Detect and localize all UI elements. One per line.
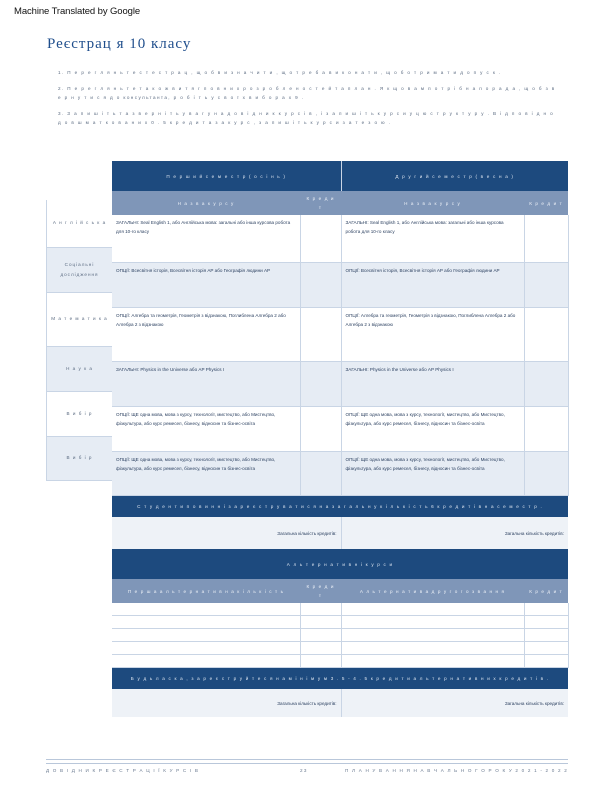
course-cell[interactable]: ЗАГАЛЬНІ: Seal English 1, або Англійська мова: загальні або інша курсова робота для 10-го класу	[341, 215, 524, 262]
column-header-alt-first: П е р ш а а л ь т е р н а т и в н а к і л ь к і с т ь	[112, 579, 300, 603]
credit-cell[interactable]	[300, 655, 341, 668]
page-title: Реєстрац я 10 класу	[47, 36, 192, 52]
course-cell[interactable]	[112, 629, 300, 642]
column-header-credit: К р е д и т	[300, 191, 341, 215]
subject-label: Соціальні дослідження	[47, 247, 113, 292]
total-credits-fall: Загальна кількість кредитів:	[112, 517, 341, 551]
subject-label: В и б і р	[47, 436, 113, 480]
total-credits-alt-first: Загальна кількість кредитів:	[112, 689, 341, 717]
table-row	[112, 307, 568, 361]
subject-label-column	[46, 200, 112, 481]
instruction-item: 2. П е р е г л я н ь т е т а к о ж в и т я г п о в н и х р о з р о б л е н о с т е й т а п л а н . Я к щ о в а м п о т р і б н а п о р а д а , щ о б з в е р н у т и с я д о консультанта, р о б і т ь у с в о ї х в и б о р а х 9 .	[58, 86, 556, 100]
table-row	[112, 655, 568, 668]
subject-label: М а т е м а т и к а	[47, 292, 113, 346]
credit-cell[interactable]	[300, 629, 341, 642]
course-cell[interactable]: ЗАГАЛЬНІ: Physics in the Universe або AP Physics I	[341, 361, 524, 406]
alternative-courses-table	[112, 549, 569, 717]
credit-cell[interactable]	[524, 616, 568, 629]
course-cell[interactable]: ОПЦІЇ: Всесвітня історія, Всесвітня історія AP або Географія людини AP	[112, 262, 300, 307]
alternative-credit-note: Б у д ь л а с к а , з а р е є с т р у й т е с я н а м і н і м у м 3 . 5 - 4 . 5 к р е д и т и а л ь т е р н а т и в н и х к р е д и т і в .	[112, 668, 568, 690]
credit-cell[interactable]	[300, 616, 341, 629]
course-cell[interactable]: ОПЦІЇ: Всесвітня історія, Всесвітня історія AP або Географія людини AP	[341, 262, 524, 307]
credit-cell[interactable]	[300, 361, 341, 406]
semester-header-fall: П е р ш и й с е м е с т р ( о с і н ь )	[112, 161, 341, 191]
semester-header-spring: Д р у г и й с е м е с т р ( в е с н а )	[341, 161, 568, 191]
registration-grid	[112, 161, 569, 551]
total-credits-spring: Загальна кількість кредитів:	[341, 517, 568, 551]
credit-cell[interactable]	[524, 629, 568, 642]
column-header-course: Н а з в а к у р с у	[112, 191, 300, 215]
course-cell[interactable]: ОПЦІЇ: ЩЕ одна мова, мова з курсу, технології, мистецтво, або Мистецтво, фізкультура, або курс ремесел, бізнесу, відносин та бізнес-освіта	[112, 406, 300, 451]
credit-cell[interactable]	[300, 307, 341, 361]
column-header-credit: К р е д и т	[524, 579, 568, 603]
footer-divider	[46, 759, 568, 764]
course-cell[interactable]	[112, 603, 300, 616]
course-cell[interactable]	[112, 642, 300, 655]
machine-translation-banner: Machine Translated by Google	[14, 6, 141, 17]
page-number: 2 3	[300, 768, 307, 773]
course-cell[interactable]: ОПЦІЇ: ЩЕ одна мова, мова з курсу, технології, мистецтво, або Мистецтво, фізкультура, або курс ремесел, бізнесу, відносин та бізнес-освіта	[341, 451, 524, 495]
credit-cell[interactable]	[524, 603, 568, 616]
table-row	[112, 361, 568, 406]
course-cell[interactable]	[341, 616, 524, 629]
subject-label: В и б і р	[47, 391, 113, 436]
credit-cell[interactable]	[524, 262, 568, 307]
total-credits-alt-second: Загальна кількість кредитів:	[341, 689, 568, 717]
course-cell[interactable]	[341, 603, 524, 616]
credit-cell[interactable]	[300, 603, 341, 616]
course-cell[interactable]: ОПЦІЇ: ЩЕ одна мова, мова з курсу, технології, мистецтво, або Мистецтво, фізкультура, або курс ремесел, бізнесу, відносин та бізнес-освіта	[341, 406, 524, 451]
subject-label: Н а у к а	[47, 346, 113, 391]
credit-cell[interactable]	[524, 655, 568, 668]
course-cell[interactable]	[112, 616, 300, 629]
credit-cell[interactable]	[524, 406, 568, 451]
credit-cell[interactable]	[300, 262, 341, 307]
credit-cell[interactable]	[300, 406, 341, 451]
table-row	[112, 629, 568, 642]
footer-left-text: Д О В І Д Н И К Р Е Є С Т Р А Ц І Ї К У Р С І В	[46, 768, 200, 773]
credit-cell[interactable]	[300, 215, 341, 262]
credit-cell[interactable]	[524, 451, 568, 495]
column-header-course: Н а з в а к у р с у	[341, 191, 524, 215]
instruction-list	[58, 68, 558, 134]
table-row	[112, 451, 568, 495]
instruction-item: 3. З а п и ш і т ь т а з в е р н і т ь у в а г у н а д о в і д н и к к у р с і в , і з а п и ш і т ь к у р с и у ц ю с т р у к т у р у . В і д п о в і д н о д о в ш м а т к о в а н и х 0 . 5 к р е д и т а з а к у р с , з а п и ш і т ь к у р с и з а т е з о ю .	[58, 111, 555, 125]
course-cell[interactable]: ЗАГАЛЬНІ: Physics in the Universe або AP Physics I	[112, 361, 300, 406]
course-cell[interactable]	[341, 642, 524, 655]
instruction-item: 1. П е р е г л я н ь т е с т е с т р а ц , щ о б в и з н а ч и т и , щ о т р е б а в и к о н а т и , щ о б о т р и м а т и д о п у с к .	[58, 70, 502, 75]
table-row	[112, 603, 568, 616]
course-cell[interactable]: ОПЦІЇ: Алгебра та геометрія, Геометрія з відзнакою, Поглиблена Алгебра 2 або Алгебра 2 з відзнакою	[112, 307, 300, 361]
subject-label: А н г л і й с ь к а	[47, 200, 113, 247]
table-row	[112, 262, 568, 307]
table-row	[112, 406, 568, 451]
credit-cell[interactable]	[524, 642, 568, 655]
column-header-alt-second: А л ь т е р н а т и в а д р у г о г о з в а н н я	[341, 579, 524, 603]
course-cell[interactable]: ОПЦІЇ: ЩЕ одна мова, мова з курсу, технології, мистецтво, або Мистецтво, фізкультура, або курс ремесел, бізнесу, відносин та бізнес-освіта	[112, 451, 300, 495]
table-row	[112, 642, 568, 655]
alternative-courses-title: А л ь т е р н а т и в н і к у р с и	[112, 549, 568, 579]
credit-cell[interactable]	[524, 307, 568, 361]
credit-requirement-note: С т у д е н т и п о в и н н і з а р е є с т р у в а т и с я н а з а г а л ь н у к і л ь к і с т ь 6 к р е д и т і в н а с е м е с т р .	[112, 495, 568, 517]
column-header-credit: К р е д и т	[300, 579, 341, 603]
credit-cell[interactable]	[300, 451, 341, 495]
footer-right-text: П Л А Н У В А Н Н Я Н А В Ч А Л Ь Н О Г О Р О К У 2 0 2 1 - 2 0 2 2	[345, 768, 568, 773]
course-cell[interactable]: ЗАГАЛЬНІ: Seal English 1, або Англійська мова: загальні або інша курсова робота для 10-го класу	[112, 215, 300, 262]
table-row	[112, 215, 568, 262]
course-cell[interactable]	[341, 655, 524, 668]
table-row	[112, 616, 568, 629]
course-cell[interactable]	[112, 655, 300, 668]
course-cell[interactable]	[341, 629, 524, 642]
credit-cell[interactable]	[524, 215, 568, 262]
course-cell[interactable]: ОПЦІЇ: Алгебра та геометрія, Геометрія з відзнакою, Поглиблена Алгебра 2 або Алгебра 2 з відзнакою	[341, 307, 524, 361]
credit-cell[interactable]	[300, 642, 341, 655]
column-header-credit: К р е д и т	[524, 191, 568, 215]
credit-cell[interactable]	[524, 361, 568, 406]
